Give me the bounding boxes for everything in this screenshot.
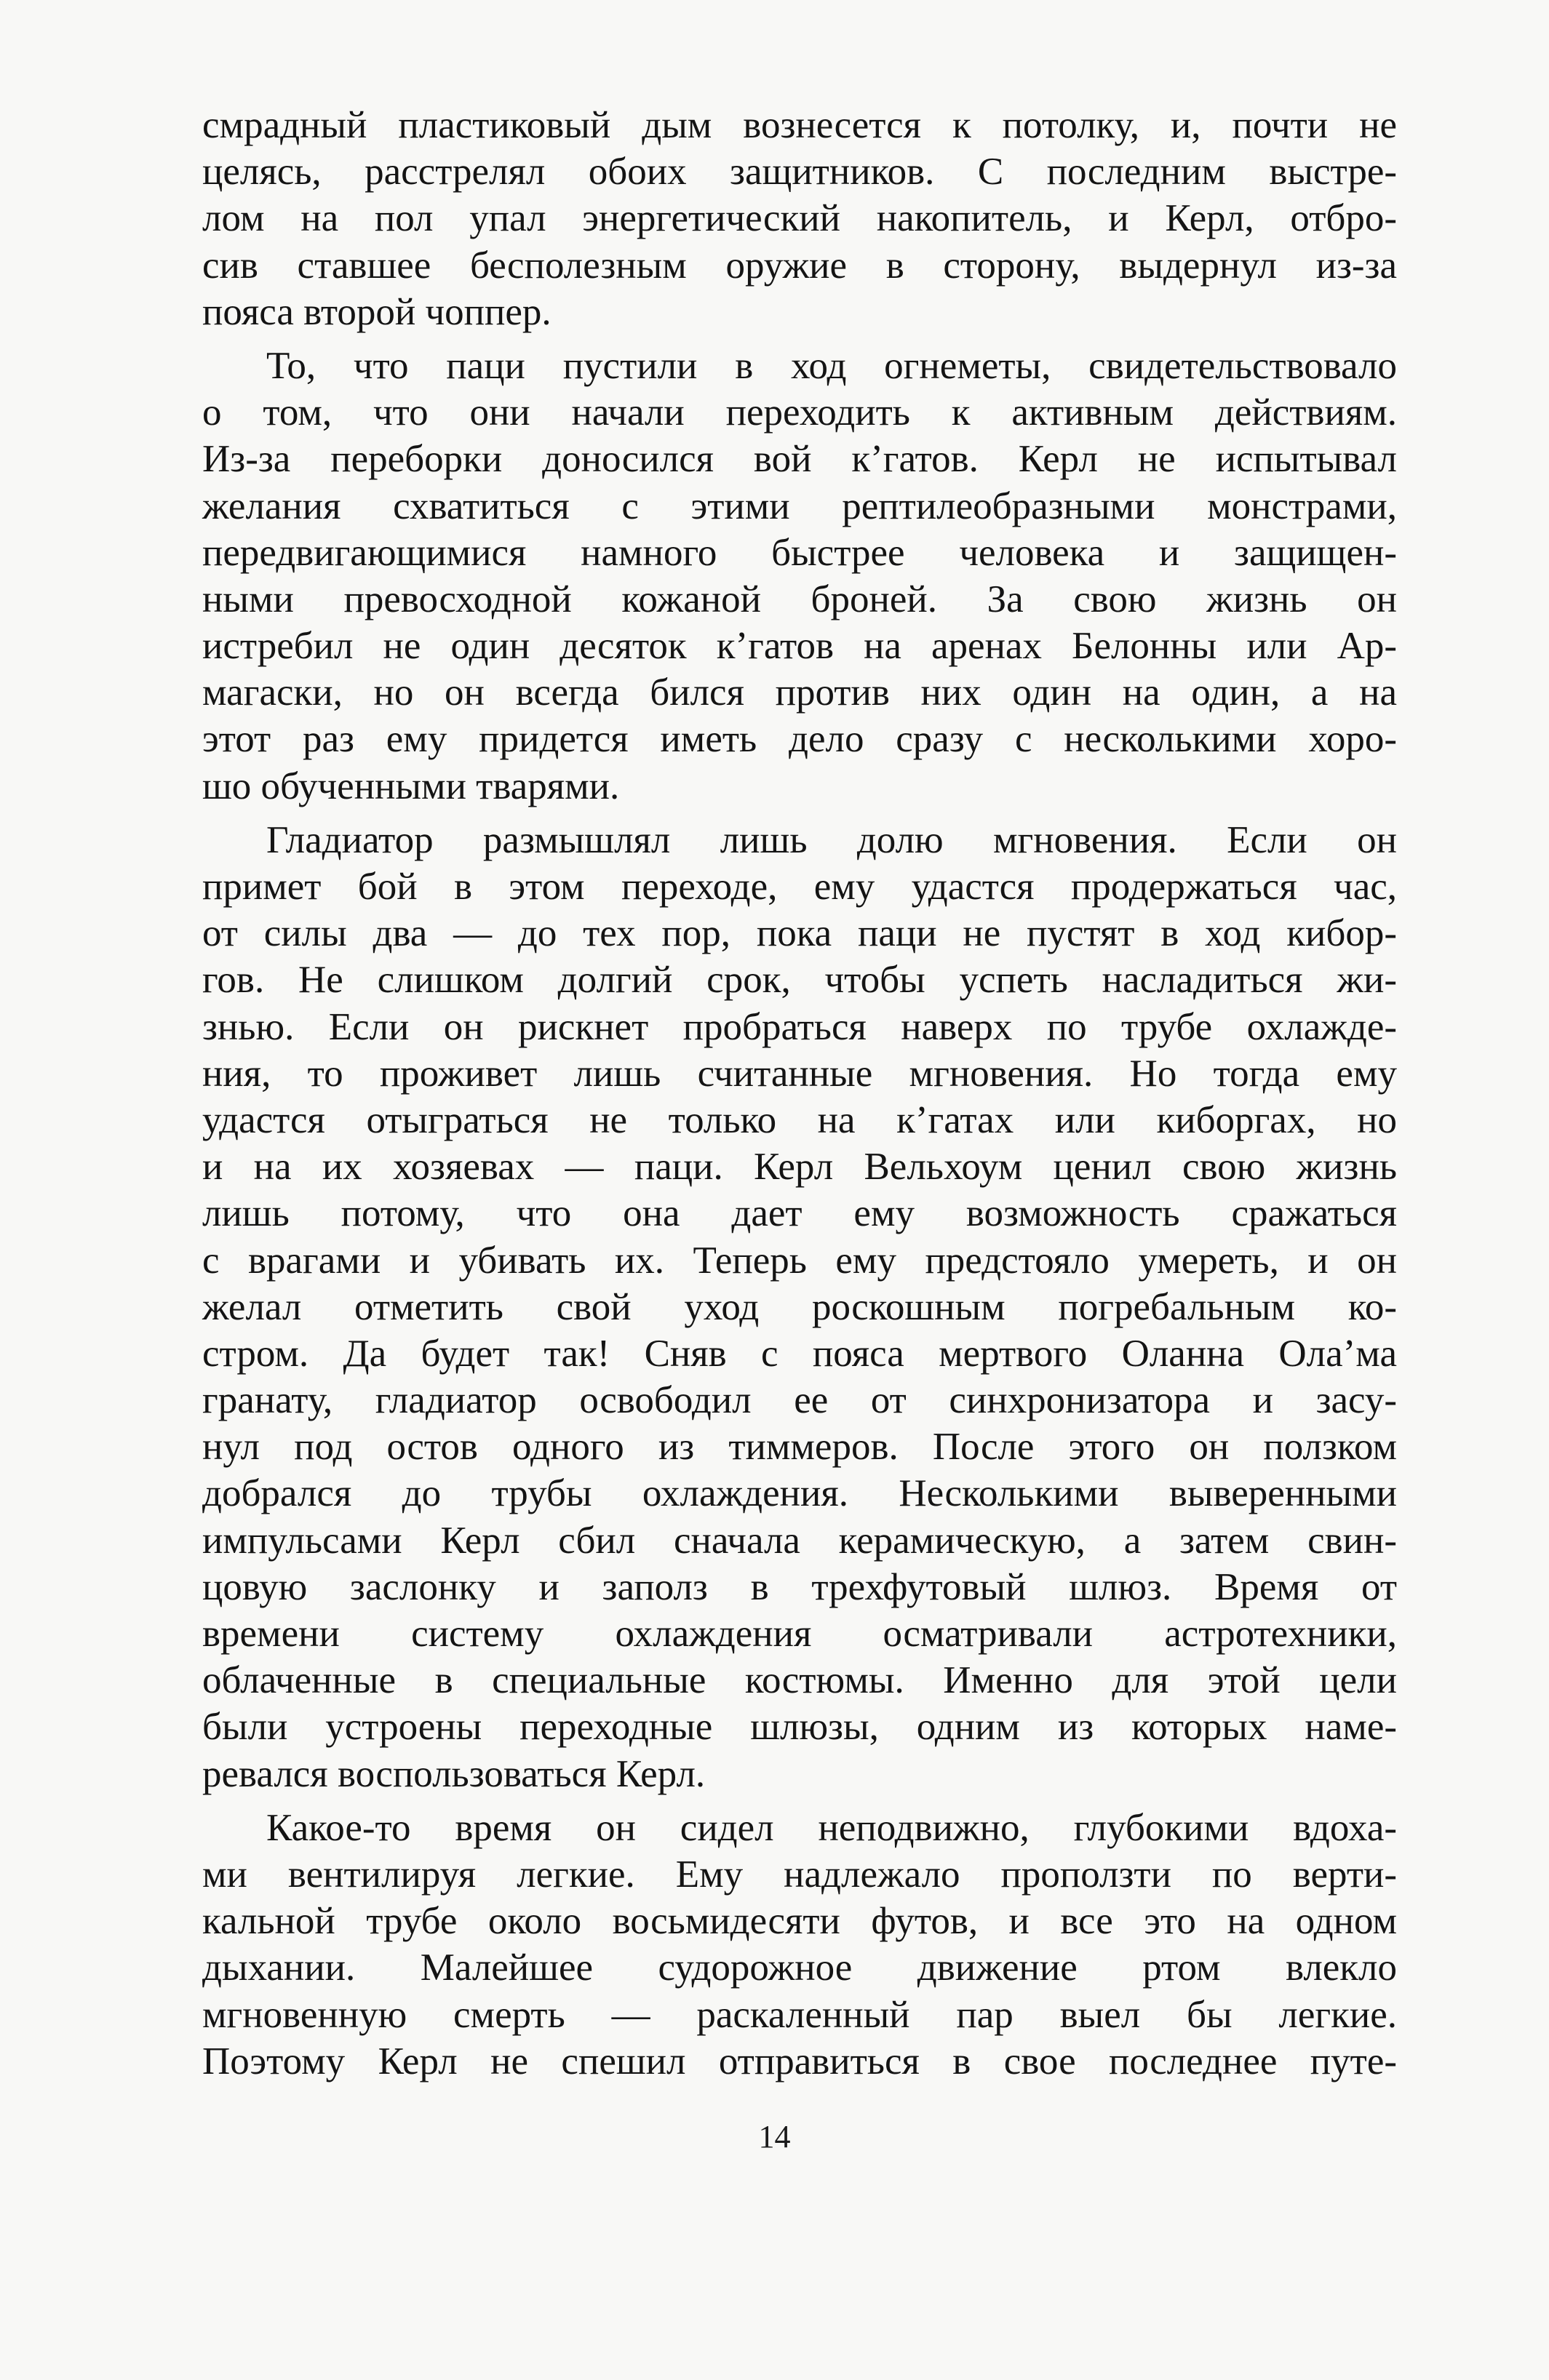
text-line: сив ставшее бесполезным оружие в сторону, выдернул из-за: [202, 244, 1397, 287]
text-line: гов. Не слишком долгий срок, чтобы успеть насладиться жи-: [202, 959, 1397, 1002]
text-line: Из-за переборки доносился вой к’гатов. Керл не испытывал: [202, 438, 1397, 481]
text-line: магаски, но он всегда бился против них один на один, а на: [202, 671, 1397, 714]
text-line: передвигающимися намного быстрее человека и защищен-: [202, 531, 1397, 574]
text-line: были устроены переходные шлюзы, одним из которых наме-: [202, 1706, 1397, 1749]
text-line: дыхании. Малейшее судорожное движение ртом влекло: [202, 1946, 1397, 1989]
text-line: Какое-то время он сидел неподвижно, глубокими вдоха-: [266, 1806, 1397, 1849]
text-line: от силы два — до тех пор, пока паци не пустят в ход кибор-: [202, 912, 1397, 955]
text-line: шо обученными тварями.: [202, 764, 620, 807]
text-line: кальной трубе около восьмидесяти футов, и все это на одном: [202, 1900, 1397, 1943]
text-line: желал отметить свой уход роскошным погребальным ко-: [202, 1285, 1397, 1328]
text-line: облаченные в специальные костюмы. Именно для этой цели: [202, 1659, 1397, 1702]
text-line: цовую заслонку и заполз в трехфутовый шлюз. Время от: [202, 1565, 1397, 1608]
text-line: времени систему охлаждения осматривали астротехники,: [202, 1613, 1397, 1655]
text-line: и на их хозяевах — паци. Керл Вельхоум ценил свою жизнь: [202, 1146, 1397, 1189]
text-line: с врагами и убивать их. Теперь ему предстояло умереть, и он: [202, 1239, 1397, 1282]
body-text: [202, 102, 1397, 2085]
text-line: ния, то проживет лишь считанные мгновения. Но тогда ему: [202, 1052, 1397, 1095]
text-line: знью. Если он рискнет пробраться наверх по трубе охлажде-: [202, 1005, 1397, 1048]
paragraph: [202, 1805, 1397, 2085]
paragraph: [202, 343, 1397, 810]
paragraph: [202, 102, 1397, 335]
text-line: лишь потому, что она дает ему возможность сражаться: [202, 1192, 1397, 1235]
text-line: примет бой в этом переходе, ему удастся продержаться час,: [202, 866, 1397, 908]
text-line: импульсами Керл сбил сначала керамическую, а затем свин-: [202, 1519, 1397, 1562]
text-line: ми вентилируя легкие. Ему надлежало проползти по верти-: [202, 1853, 1397, 1896]
text-line: ревался воспользоваться Керл.: [202, 1752, 706, 1795]
text-line: То, что паци пустили в ход огнеметы, свидетельствовало: [266, 344, 1397, 387]
text-line: целясь, расстрелял обоих защитников. С последним выстре-: [202, 151, 1397, 193]
text-line: добрался до трубы охлаждения. Несколькими выверенными: [202, 1472, 1397, 1515]
text-line: мгновенную смерть — раскаленный пар выел бы легкие.: [202, 1993, 1397, 2036]
text-line: стром. Да будет так! Сняв с пояса мертвого Оланна Ола’ма: [202, 1332, 1397, 1375]
text-line: Поэтому Керл не спешил отправиться в свое последнее путе-: [202, 2040, 1397, 2082]
text-line: желания схватиться с этими рептилеобразными монстрами,: [202, 484, 1397, 527]
text-line: пояса второй чоппер.: [202, 290, 551, 333]
text-line: смрадный пластиковый дым вознесется к потолку, и, почти не: [202, 104, 1397, 146]
text-line: ными превосходной кожаной броней. За свою жизнь он: [202, 578, 1397, 620]
page-number: 14: [758, 2119, 791, 2155]
text-line: нул под остов одного из тиммеров. После этого он ползком: [202, 1426, 1397, 1469]
text-line: Гладиатор размышлял лишь долю мгновения. Если он: [266, 818, 1397, 861]
text-line: истребил не один десяток к’гатов на аренах Белонны или Ар-: [202, 625, 1397, 668]
text-line: лом на пол упал энергетический накопитель, и Керл, отбро-: [202, 197, 1397, 240]
text-line: о том, что они начали переходить к активным действиям.: [202, 391, 1397, 434]
text-line: этот раз ему придется иметь дело сразу с несколькими хоро-: [202, 718, 1397, 761]
text-line: гранату, гладиатор освободил ее от синхронизатора и засу-: [202, 1379, 1397, 1422]
paragraph: [202, 817, 1397, 1797]
text-line: удастся отыграться не только на к’гатах или киборгах, но: [202, 1098, 1397, 1141]
